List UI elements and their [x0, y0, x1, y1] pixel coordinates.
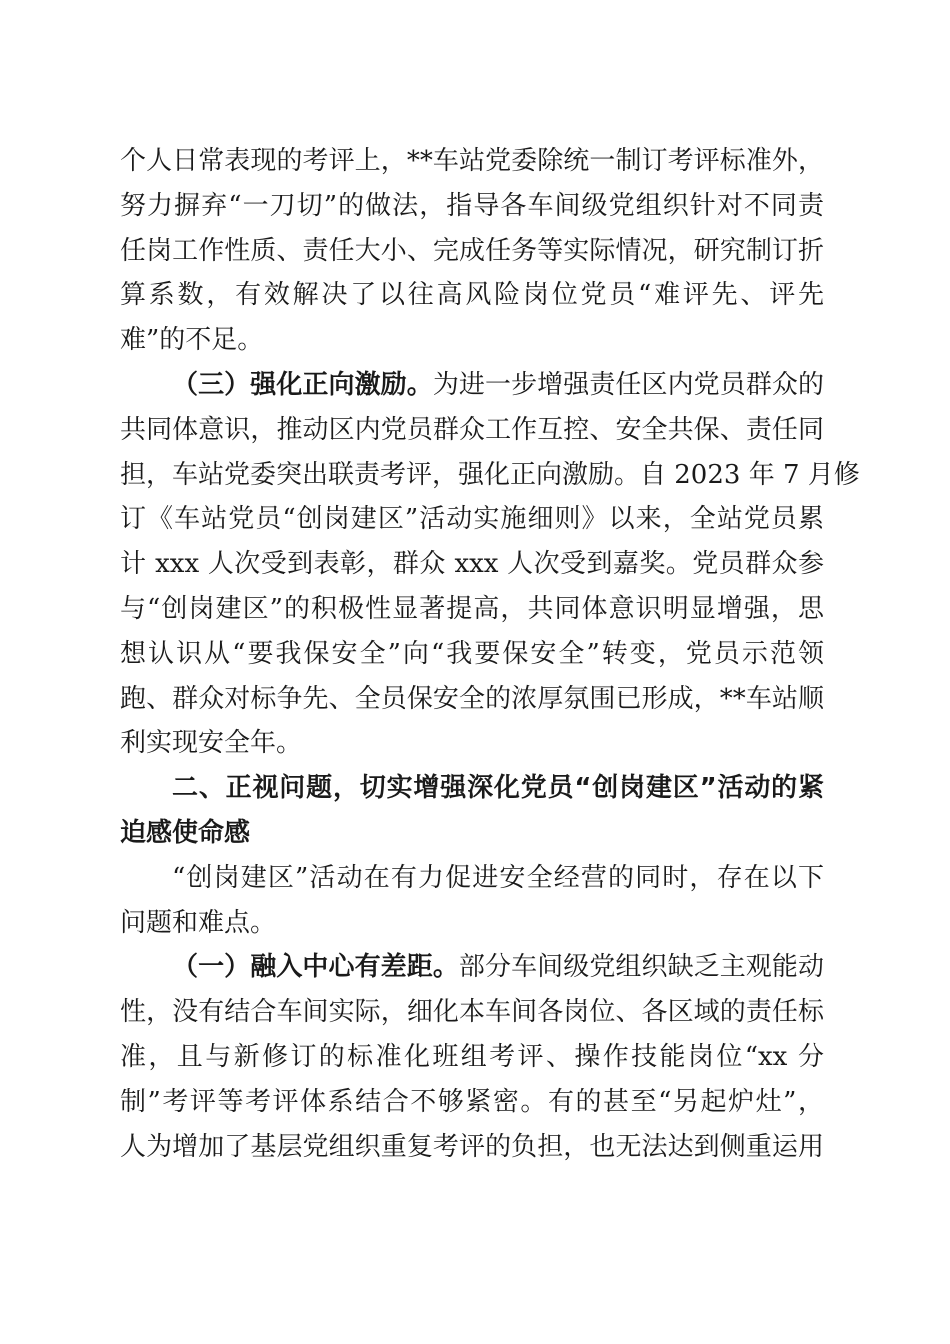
- subsection-lead: （一）融入中心有差距。: [172, 952, 459, 983]
- section-heading-two: [120, 766, 824, 856]
- text-line: 利实现安全年。: [120, 728, 303, 759]
- text-line: 个人日常表现的考评上，**车站党委除统一制订考评标准外，: [120, 146, 824, 176]
- text-line: 计 xxx 人次受到表彰，群众 xxx 人次受到嘉奖。党员群众参: [120, 549, 824, 580]
- text-line: 努力摒弃“一刀切”的做法，指导各车间级党组织针对不同责: [120, 190, 824, 221]
- text-line: “创岗建区”活动在有力促进安全经营的同时，存在以下: [172, 862, 824, 893]
- text-line: 共同体意识，推动区内党员群众工作互控、安全共保、责任同: [120, 414, 824, 445]
- text-line: 性，没有结合车间实际，细化本车间各岗位、各区域的责任标: [120, 997, 824, 1028]
- text-line: 人为增加了基层党组织重复考评的负担，也无法达到侧重运用: [120, 1131, 824, 1162]
- paragraph-evaluation-continuation: [120, 139, 824, 363]
- text-line: 想认识从“要我保安全”向“我要保安全”转变，党员示范领: [120, 638, 824, 669]
- text-line: 担，车站党委突出联责考评，强化正向激励。自 2023 年 7 月修: [120, 459, 860, 490]
- text-line: 难”的不足。: [120, 325, 264, 356]
- text-line: 制”考评等考评体系结合不够紧密。有的甚至“另起炉灶”，: [120, 1086, 824, 1117]
- text-line: [120, 363, 824, 408]
- text-line: [120, 945, 824, 990]
- text-line: 订《车站党员“创岗建区”活动实施细则》以来，全站党员累: [120, 504, 824, 535]
- paragraph-problems-intro: [120, 856, 824, 946]
- document-page: [120, 139, 860, 1169]
- heading-line: 二、正视问题，切实增强深化党员“创岗建区”活动的紧: [172, 773, 824, 804]
- text-line: 与“创岗建区”的积极性显著提高，共同体意识明显增强，思: [120, 593, 824, 624]
- text-line: 算系数，有效解决了以往高风险岗位党员“难评先、评先: [120, 280, 824, 311]
- subsection-lead: （三）强化正向激励。: [172, 369, 433, 400]
- text-line: 准，且与新修订的标准化班组考评、操作技能岗位“xx 分: [120, 1041, 824, 1072]
- paragraph-integration-gap: [120, 945, 824, 1169]
- text-line: 跑、群众对标争先、全员保安全的浓厚氛围已形成，**车站顺: [120, 683, 824, 714]
- text-line: 问题和难点。: [120, 907, 277, 938]
- paragraph-positive-incentive: [120, 363, 860, 766]
- text-run: 部分车间级党组织缺乏主观能动: [458, 952, 824, 983]
- text-run: 为进一步增强责任区内党员群众的: [432, 369, 824, 400]
- text-line: 任岗工作性质、责任大小、完成任务等实际情况，研究制订折: [120, 235, 824, 266]
- heading-line: 迫感使命感: [120, 817, 251, 848]
